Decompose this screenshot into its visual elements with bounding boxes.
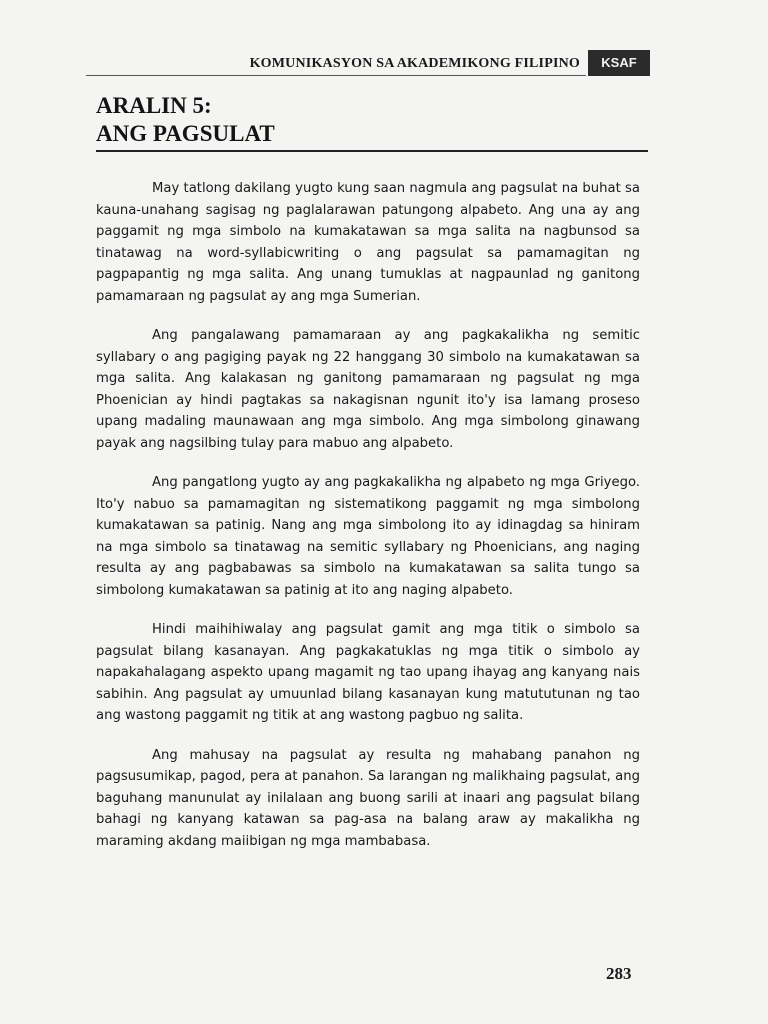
header-divider	[86, 75, 586, 76]
header-title: KOMUNIKASYON SA AKADEMIKONG FILIPINO	[249, 56, 580, 71]
paragraph: Hindi maihihiwalay ang pagsulat gamit ang mga titik o simbolo sa pagsulat bilang kasanayan. Ang pagkakatuklas ng mga titik o simbolo ay napakahalagang aspekto upang magamit ng tao upang ihayag ang kanyang nais sabihin. Ang pagsulat ay umuunlad bilang kasanayan kung matututunan ng tao ang wastong paggamit ng titik at ang wastong pagbuo ng salita.	[96, 622, 640, 723]
header-badge: KSAF	[588, 50, 650, 76]
body-text	[96, 178, 640, 870]
page-number: 283	[606, 964, 632, 983]
lesson-number: ARALIN 5:	[96, 93, 212, 118]
title-divider	[96, 150, 648, 152]
paragraph: Ang pangatlong yugto ay ang pagkakalikha ng alpabeto ng mga Griyego. Ito'y nabuo sa pamamagitan ng sistematikong paggamit ng mga simbolong kumakatawan sa patinig. Nang ang mga simbolong ito ay idinagdag sa hiniram na mga simbolo sa tinatawag na semitic syllabary ng Phoenicians, ang naging resulta ay ang pagbabawas sa simbolo na kumakatawan sa salita tungo sa simbolong kumakatawan sa patinig at ito ang naging alpabeto.	[96, 475, 640, 598]
paragraph: Ang mahusay na pagsulat ay resulta ng mahabang panahon ng pagsusumikap, pagod, pera at panahon. Sa larangan ng malikhaing pagsulat, ang baguhang manunulat ay inilalaan ang buong sarili at inaari ang pagsulat bilang bahagi ng kanyang katawan sa pag-asa na balang araw ay makalikha ng maraming akdang maiibigan ng mga mambabasa.	[96, 747, 640, 849]
running-header	[86, 50, 652, 76]
paragraph: Ang pangalawang pamamaraan ay ang pagkakalikha ng semitic syllabary o ang pagiging payak ng 22 hanggang 30 simbolo na kumakatawan sa mga salita. Ang kalakasan ng ganitong pamamaraan ng pagsulat ng mga Phoenician ay hindi pagtakas sa nakagisnan ngunit ito'y isa lamang proseso upang madaling maunawaan ang mga simbolo. Ang mga simbolong ginawang payak ang nagsilbing tulay para mabuo ang alpabeto.	[96, 328, 640, 451]
lesson-heading	[96, 92, 656, 148]
lesson-title: ANG PAGSULAT	[96, 121, 275, 146]
paragraph: May tatlong dakilang yugto kung saan nagmula ang pagsulat na buhat sa kauna-unahang sagisag ng paglalarawan patungong alpabeto. Ang una ay ang paggamit ng mga simbolo na kumakatawan sa mga salita na nagbunsod sa tinatawag na word-syllabicwriting o ang pagsulat sa pamamagitan ng pagpapantig ng mga salita. Ang unang tumuklas at nagpaunlad ng ganitong pamamaraan ng pagsulat ay ang mga Sumerian.	[96, 181, 640, 304]
